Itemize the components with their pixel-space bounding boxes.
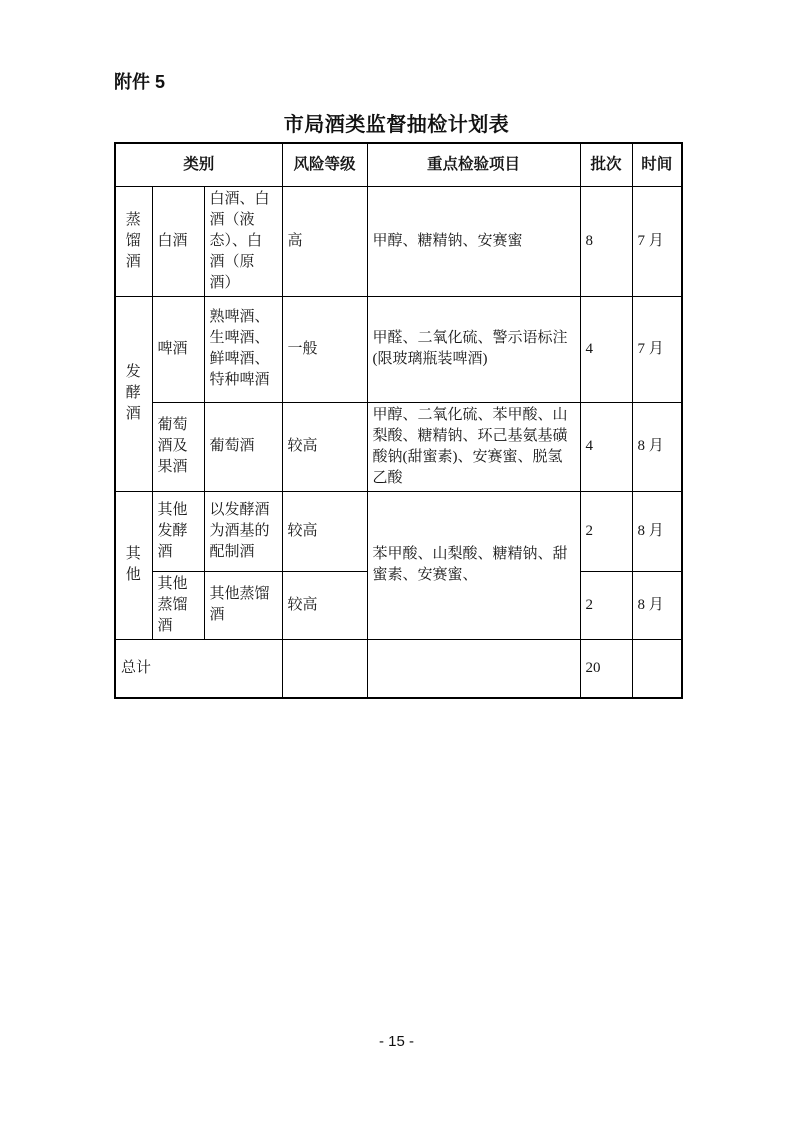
row-total: [115, 639, 682, 698]
group-label: 蒸馏酒: [125, 211, 141, 270]
page-title: 市局酒类监督抽检计划表: [283, 114, 510, 136]
risk-cell: 较高: [282, 491, 367, 571]
subcategory-cell: 白酒: [152, 186, 204, 296]
total-items-cell-empty: [367, 639, 580, 698]
batches-cell: 2: [580, 571, 632, 639]
products-cell: 白酒、白酒（液态）、白酒（原酒）: [204, 186, 282, 296]
total-time-cell-empty: [632, 639, 682, 698]
group-label: 其他: [125, 546, 141, 583]
batches-cell: 8: [580, 186, 632, 296]
group-cell-fermented: [115, 296, 152, 491]
total-label-cell: 总计: [115, 639, 282, 698]
subcategory-cell: 其他蒸馏酒: [152, 571, 204, 639]
batches-cell: 4: [580, 402, 632, 491]
page-number: - 15 -: [378, 1033, 414, 1050]
time-cell: 8 月: [632, 571, 682, 639]
products-cell: 其他蒸馏酒: [204, 571, 282, 639]
subcategory-cell: 其他发酵酒: [152, 491, 204, 571]
header-cell-key-items: 重点检验项目: [367, 143, 580, 186]
products-cell: 以发酵酒为酒基的配制酒: [204, 491, 282, 571]
batches-cell: 4: [580, 296, 632, 402]
risk-cell: 较高: [282, 402, 367, 491]
items-cell: 甲醇、糖精钠、安赛蜜: [367, 186, 580, 296]
time-cell: 7 月: [632, 296, 682, 402]
subcategory-cell: 啤酒: [152, 296, 204, 402]
group-label: 发酵酒: [125, 364, 141, 422]
header-cell-batches: 批次: [580, 143, 632, 186]
inspection-plan-table: [114, 142, 683, 699]
items-cell: 甲醛、二氧化硫、警示语标注(限玻璃瓶装啤酒): [367, 296, 580, 402]
row-wine: [115, 402, 682, 491]
subcategory-cell: 葡萄酒及果酒: [152, 402, 204, 491]
total-batches-cell: 20: [580, 639, 632, 698]
header-cell-category: 类别: [115, 143, 282, 186]
batches-cell: 2: [580, 491, 632, 571]
header-cell-time: 时间: [632, 143, 682, 186]
risk-cell: 高: [282, 186, 367, 296]
row-beer: [115, 296, 682, 402]
time-cell: 7 月: [632, 186, 682, 296]
items-cell-shared: 苯甲酸、山梨酸、糖精钠、甜蜜素、安赛蜜、: [367, 491, 580, 639]
group-cell-distilled: [115, 186, 152, 296]
products-cell: 葡萄酒: [204, 402, 282, 491]
row-baijiu: [115, 186, 682, 296]
attachment-label: 附件 5: [114, 72, 166, 92]
risk-cell: 一般: [282, 296, 367, 402]
row-other-fermented: [115, 491, 682, 571]
risk-cell: 较高: [282, 571, 367, 639]
total-risk-cell-empty: [282, 639, 367, 698]
products-cell: 熟啤酒、生啤酒、鲜啤酒、特种啤酒: [204, 296, 282, 402]
items-cell: 甲醇、二氧化硫、苯甲酸、山梨酸、糖精钠、环己基氨基磺酸钠(甜蜜素)、安赛蜜、脱氢乙酸: [367, 402, 580, 491]
table-header-row: [115, 143, 682, 186]
group-cell-other: [115, 491, 152, 639]
time-cell: 8 月: [632, 491, 682, 571]
header-cell-risk-level: 风险等级: [282, 143, 367, 186]
time-cell: 8 月: [632, 402, 682, 491]
